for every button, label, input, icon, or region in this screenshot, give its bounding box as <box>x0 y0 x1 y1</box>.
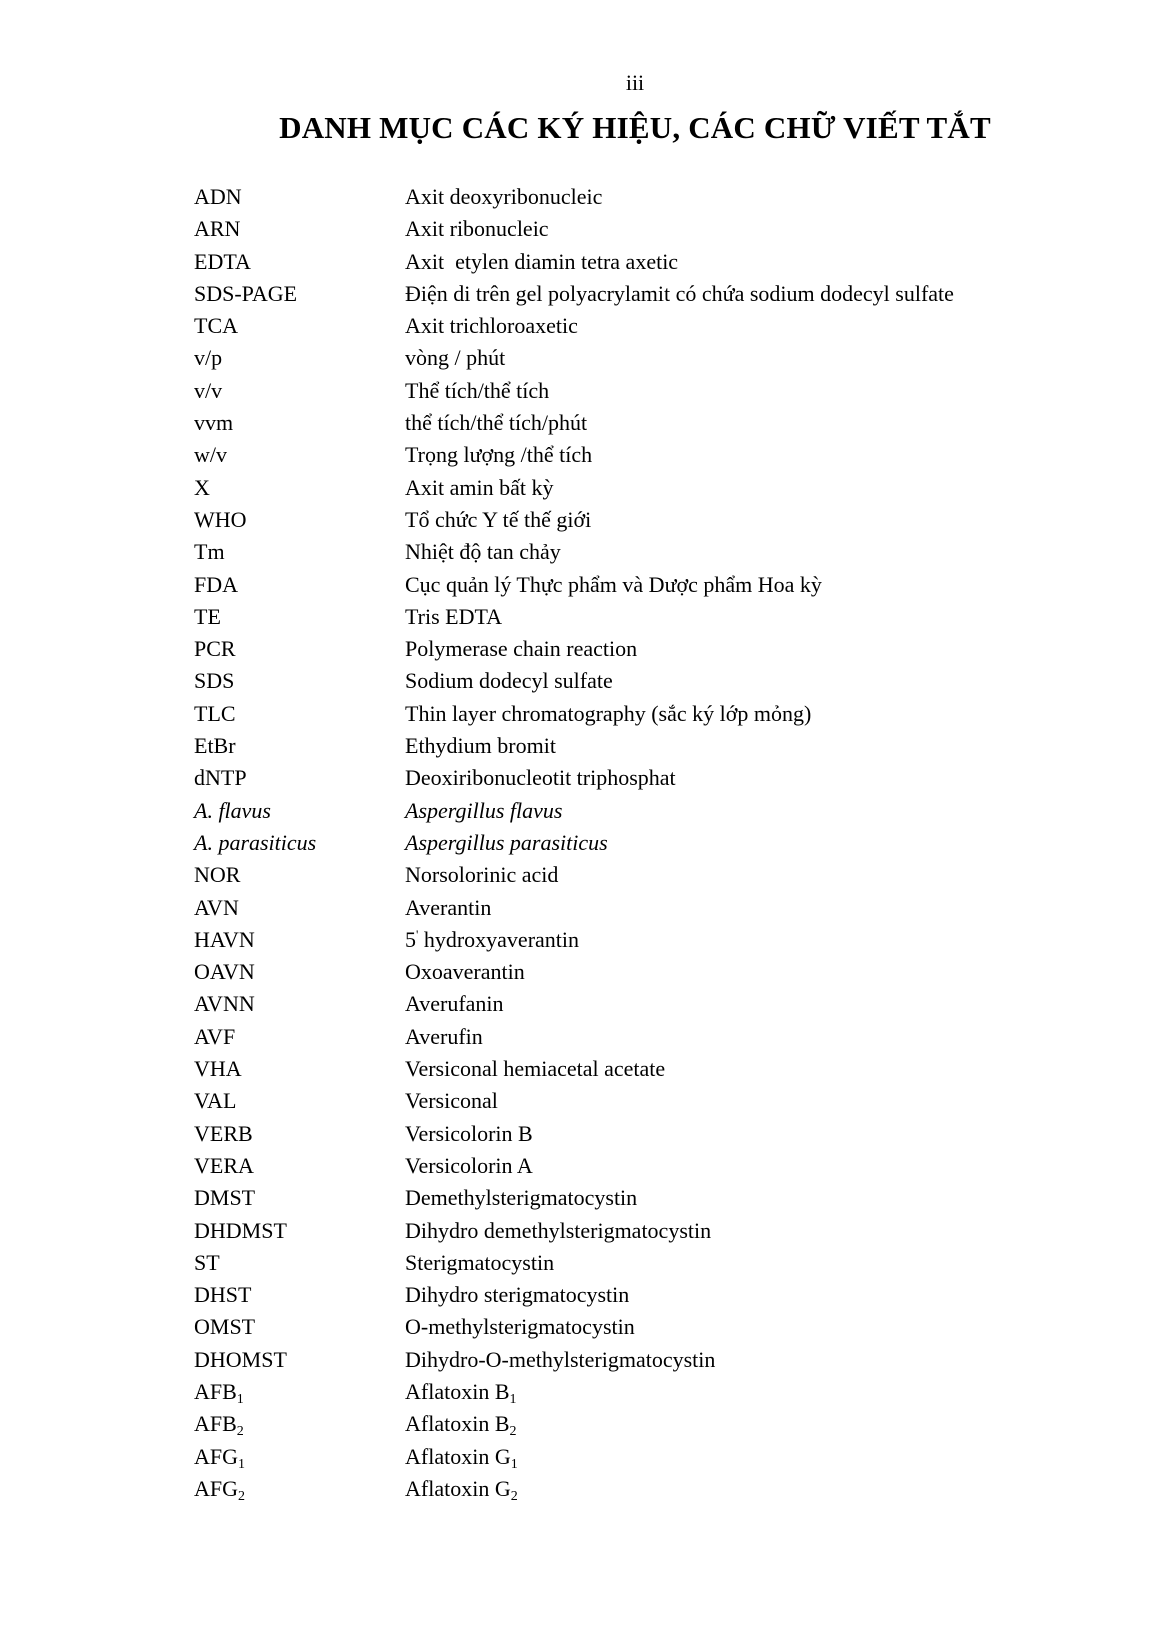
abbreviation-row <box>194 665 1094 697</box>
abbreviation-term: VERA <box>194 1152 254 1178</box>
abbreviation-row <box>194 1182 1094 1214</box>
abbreviation-row <box>194 730 1094 762</box>
abbreviation-term: EDTA <box>194 248 251 274</box>
abbreviation-term: ARN <box>194 216 241 242</box>
abbreviation-term: $AFG_1$ <box>194 1443 246 1472</box>
abbreviation-row <box>194 1053 1094 1085</box>
abbreviation-term: VHA <box>194 1056 242 1082</box>
abbreviation-term: v/p <box>194 345 223 371</box>
abbreviation-row <box>194 1085 1094 1117</box>
abbreviation-definition: Aflatoxin $G_2$ <box>405 1475 518 1504</box>
abbreviation-definition: Versiconal <box>405 1088 498 1114</box>
abbreviation-definition: Aflatoxin $B_2$ <box>405 1411 517 1440</box>
abbreviation-row <box>194 1118 1094 1150</box>
abbreviation-row <box>194 795 1094 827</box>
abbreviation-definition: Axit ribonucleic <box>405 216 549 242</box>
abbreviation-definition: Axit trichloroaxetic <box>405 313 578 339</box>
term-subscript: 1 <box>238 1456 246 1472</box>
abbreviation-term: TLC <box>194 700 236 726</box>
abbreviation-row <box>194 375 1094 407</box>
abbreviation-definition: Aflatoxin $G_1$ <box>405 1443 518 1472</box>
abbreviation-term: VERB <box>194 1120 253 1146</box>
abbreviation-definition: Thể tích/thể tích <box>405 377 550 403</box>
abbreviation-term: dNTP <box>194 765 247 791</box>
abbreviation-term: PCR <box>194 636 236 662</box>
abbreviation-definition: Versiconal hemiacetal acetate <box>405 1056 666 1082</box>
abbreviation-term: VAL <box>194 1088 237 1114</box>
page-title: DANH MỤC CÁC KÝ HIỆU, CÁC CHỮ VIẾT TẮT <box>279 110 991 145</box>
abbreviation-definition: Axit amin bất kỳ <box>405 474 554 500</box>
abbreviation-row <box>194 1408 1094 1440</box>
abbreviation-definition: Dihydro-O-methylsterigmatocystin <box>405 1346 716 1372</box>
abbreviation-term: $AFB_2$ <box>194 1411 244 1440</box>
definition-superscript: ' <box>416 926 419 942</box>
abbreviation-term: TE <box>194 603 221 629</box>
abbreviation-row <box>194 601 1094 633</box>
definition-subscript: 1 <box>509 1391 517 1407</box>
abbreviation-row <box>194 181 1094 213</box>
abbreviation-term: HAVN <box>194 926 255 952</box>
abbreviation-row <box>194 213 1094 245</box>
abbreviation-term: SDS-PAGE <box>194 280 298 306</box>
abbreviation-row <box>194 1021 1094 1053</box>
abbreviation-row <box>194 278 1094 310</box>
abbreviation-definition: Dihydro sterigmatocystin <box>405 1282 630 1308</box>
abbreviation-definition: Demethylsterigmatocystin <box>405 1185 638 1211</box>
abbreviation-definition: 5' hydroxyaverantin <box>405 926 580 952</box>
abbreviation-definition: Dihydro demethylsterigmatocystin <box>405 1217 712 1243</box>
abbreviation-row <box>194 407 1094 439</box>
abbreviation-list <box>194 181 1094 1505</box>
term-subscript: 1 <box>236 1391 244 1407</box>
abbreviation-term: X <box>194 474 210 500</box>
abbreviation-term: AVF <box>194 1023 236 1049</box>
abbreviation-definition: Điện di trên gel polyacrylamit có chứa sodium dodecyl sulfate <box>405 280 954 306</box>
abbreviation-row <box>194 1150 1094 1182</box>
abbreviation-definition: Tris EDTA <box>405 603 503 629</box>
abbreviation-definition: Tổ chức Y tế thế giới <box>405 506 592 532</box>
abbreviation-definition: Axit etylen diamin tetra axetic <box>405 248 679 274</box>
abbreviation-definition: Trọng lượng /thể tích <box>405 442 593 468</box>
abbreviation-definition: Norsolorinic acid <box>405 862 559 888</box>
abbreviation-definition: Thin layer chromatography (sắc ký lớp mỏng) <box>405 700 812 726</box>
abbreviation-term: AVNN <box>194 991 255 1017</box>
abbreviation-term: TCA <box>194 313 238 339</box>
abbreviation-definition: Aspergillus flavus <box>405 797 563 823</box>
abbreviation-definition: Averufin <box>405 1023 483 1049</box>
abbreviation-term: w/v <box>194 442 227 468</box>
abbreviation-term: ADN <box>194 184 242 209</box>
abbreviation-definition: Versicolorin A <box>405 1152 533 1178</box>
abbreviation-definition: O-methylsterigmatocystin <box>405 1314 635 1340</box>
abbreviation-row <box>194 1215 1094 1247</box>
abbreviation-term: Tm <box>194 539 225 565</box>
term-subscript: 2 <box>236 1424 244 1440</box>
abbreviation-term: A. parasiticus <box>194 829 317 855</box>
definition-subscript: 2 <box>509 1424 517 1440</box>
abbreviation-row <box>194 1441 1094 1473</box>
abbreviation-term: A. flavus <box>194 797 271 823</box>
term-subscript: 2 <box>238 1488 246 1504</box>
page-number: iii <box>625 70 645 95</box>
abbreviation-row <box>194 1311 1094 1343</box>
abbreviation-term: ST <box>194 1249 220 1275</box>
abbreviation-definition: Sterigmatocystin <box>405 1249 555 1275</box>
abbreviation-row <box>194 698 1094 730</box>
abbreviation-row <box>194 569 1094 601</box>
abbreviation-definition: Axit deoxyribonucleic <box>405 184 603 209</box>
abbreviation-row <box>194 1344 1094 1376</box>
abbreviation-definition: Sodium dodecyl sulfate <box>405 668 613 694</box>
abbreviation-row <box>194 536 1094 568</box>
abbreviation-row <box>194 504 1094 536</box>
abbreviation-term: $AFB_1$ <box>194 1378 244 1407</box>
abbreviation-definition: Versicolorin B <box>405 1120 533 1146</box>
abbreviation-row <box>194 827 1094 859</box>
definition-subscript: 2 <box>510 1488 518 1504</box>
abbreviation-definition: Deoxiribonucleotit triphosphat <box>405 765 676 791</box>
abbreviation-term: vvm <box>194 410 234 436</box>
abbreviation-term: SDS <box>194 668 235 694</box>
abbreviation-row <box>194 633 1094 665</box>
abbreviation-term: DMST <box>194 1185 256 1211</box>
abbreviation-row <box>194 956 1094 988</box>
abbreviation-definition: Polymerase chain reaction <box>405 636 638 662</box>
abbreviation-row <box>194 1376 1094 1408</box>
abbreviation-definition: Aflatoxin $B_1$ <box>405 1378 517 1407</box>
abbreviation-row <box>194 472 1094 504</box>
abbreviation-row <box>194 859 1094 891</box>
abbreviation-definition: vòng / phút <box>405 345 506 371</box>
abbreviation-row <box>194 1279 1094 1311</box>
definition-subscript: 1 <box>510 1456 518 1472</box>
abbreviation-row <box>194 342 1094 374</box>
abbreviation-definition: Ethydium bromit <box>405 733 556 759</box>
abbreviation-term: v/v <box>194 377 223 403</box>
abbreviation-definition: Nhiệt độ tan chảy <box>405 539 561 565</box>
abbreviation-definition: Averufanin <box>405 991 504 1017</box>
abbreviation-term: DHDMST <box>194 1217 287 1243</box>
abbreviation-definition: Cục quản lý Thực phẩm và Dược phẩm Hoa kỳ <box>405 571 822 597</box>
abbreviation-term: NOR <box>194 862 241 888</box>
abbreviation-term: AVN <box>194 894 239 920</box>
abbreviation-term: $AFG_2$ <box>194 1475 246 1504</box>
abbreviation-term: OMST <box>194 1314 256 1340</box>
abbreviation-definition: Averantin <box>405 894 492 920</box>
abbreviation-row <box>194 1247 1094 1279</box>
abbreviation-definition: Aspergillus parasiticus <box>405 829 608 855</box>
abbreviation-term: DHOMST <box>194 1346 287 1372</box>
abbreviation-row <box>194 892 1094 924</box>
abbreviation-term: WHO <box>194 506 247 532</box>
abbreviation-row <box>194 1473 1094 1505</box>
abbreviation-row <box>194 988 1094 1020</box>
abbreviation-row <box>194 310 1094 342</box>
abbreviation-definition: Oxoaverantin <box>405 959 525 985</box>
abbreviation-term: EtBr <box>194 733 236 759</box>
abbreviation-row <box>194 762 1094 794</box>
abbreviation-term: OAVN <box>194 959 255 985</box>
abbreviation-row <box>194 246 1094 278</box>
abbreviation-row <box>194 439 1094 471</box>
abbreviation-definition: thể tích/thể tích/phút <box>405 410 588 436</box>
abbreviation-term: FDA <box>194 571 239 597</box>
abbreviation-term: DHST <box>194 1282 252 1308</box>
abbreviation-row <box>194 924 1094 956</box>
